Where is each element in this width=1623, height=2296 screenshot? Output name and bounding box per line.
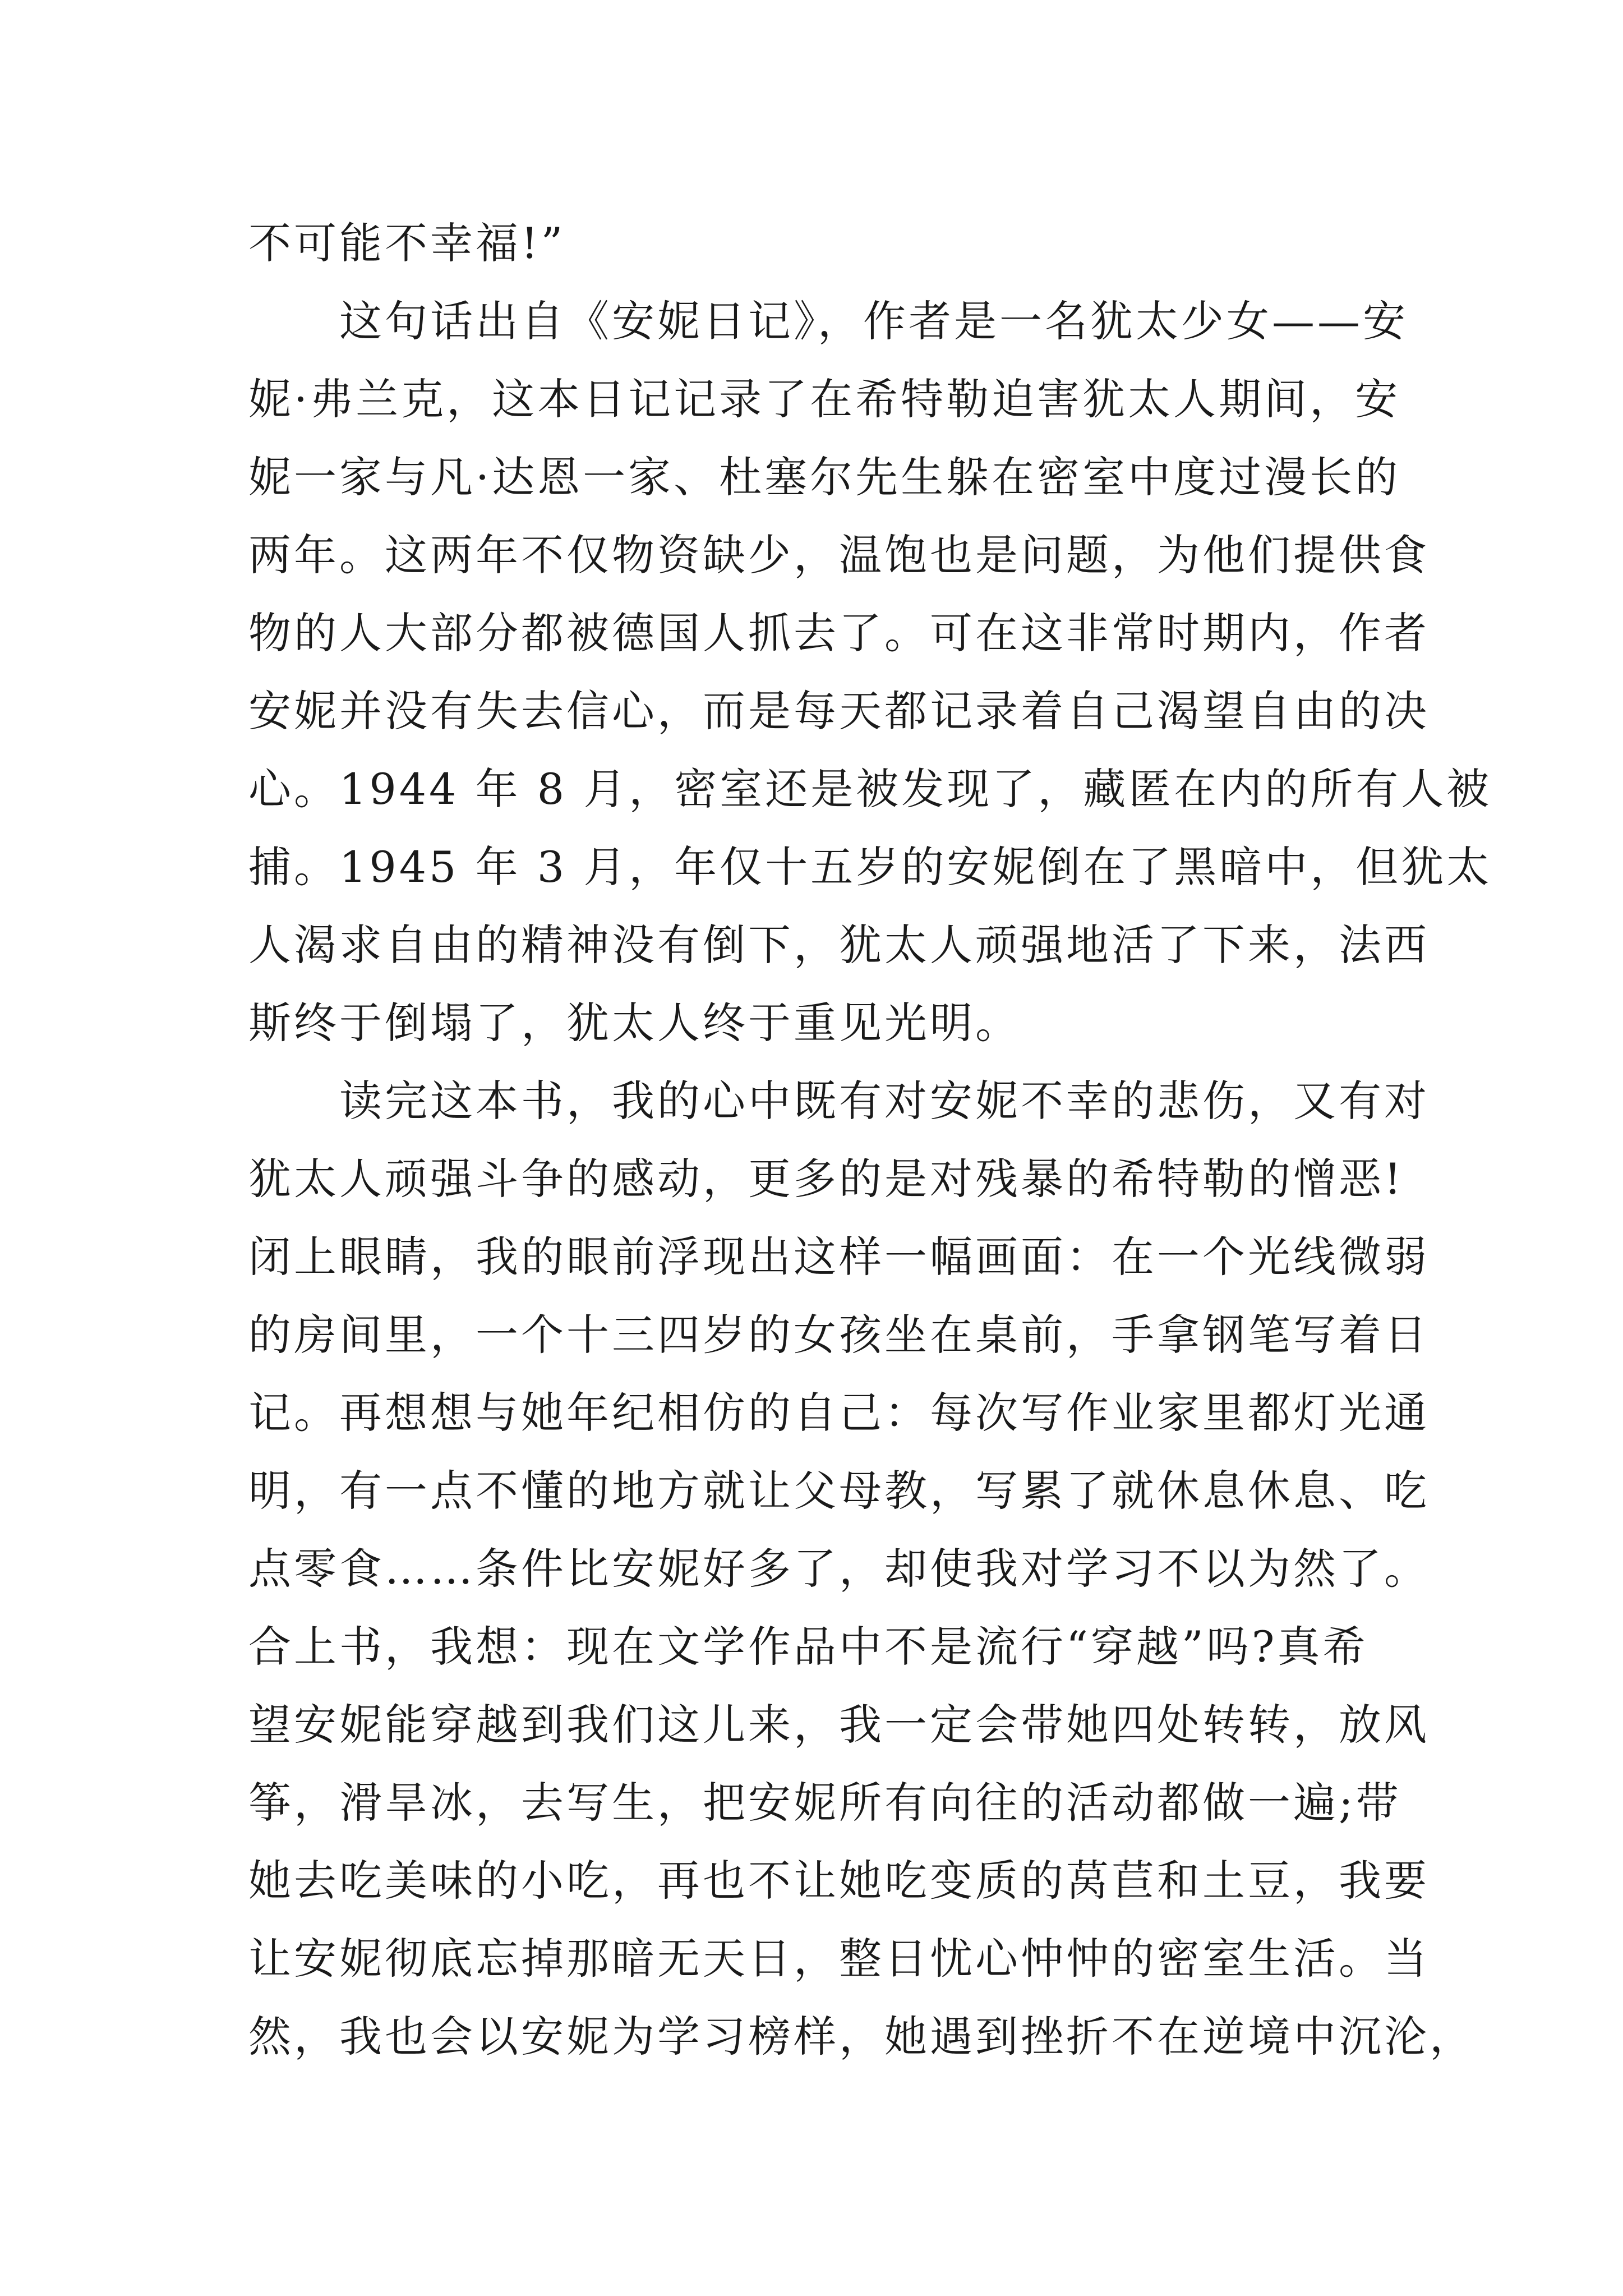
text-line: 心。1944 年 8 月，密室还是被发现了，藏匿在内的所有人被 [248, 764, 1492, 814]
text-line: 合上书，我想：现在文学作品中不是流行“穿越”吗?真希 [248, 1622, 1368, 1672]
text-line: 不可能不幸福!” [248, 218, 566, 268]
text-line: 斯终于倒塌了，犹太人终于重见光明。 [248, 998, 1021, 1048]
text-line: 望安妮能穿越到我们这儿来，我一定会带她四处转转，放风 [248, 1700, 1430, 1750]
text-line: 然，我也会以安妮为学习榜样，她遇到挫折不在逆境中沉沦， [248, 2012, 1475, 2062]
text-line: 妮·弗兰克，这本日记记录了在希特勒迫害犹太人期间，安 [248, 374, 1401, 424]
text-line: 明，有一点不懂的地方就让父母教，写累了就休息休息、吃 [248, 1466, 1430, 1516]
text-line: 读完这本书，我的心中既有对安妮不幸的悲伤，又有对 [248, 1076, 1430, 1126]
essay-body [248, 204, 1492, 2076]
text-line: 点零食……条件比安妮好多了，却使我对学习不以为然了。 [248, 1544, 1430, 1594]
text-line: 犹太人顽强斗争的感动，更多的是对残暴的希特勒的憎恶! [248, 1154, 1404, 1204]
text-line: 这句话出自《安妮日记》，作者是一名犹太少女——安 [248, 296, 1408, 346]
text-line: 两年。这两年不仅物资缺少，温饱也是问题，为他们提供食 [248, 530, 1430, 580]
text-line: 物的人大部分都被德国人抓去了。可在这非常时期内，作者 [248, 608, 1430, 658]
text-line: 的房间里，一个十三四岁的女孩坐在桌前，手拿钢笔写着日 [248, 1310, 1430, 1360]
text-line: 捕。1945 年 3 月，年仅十五岁的安妮倒在了黑暗中，但犹太 [248, 842, 1492, 892]
text-line: 筝，滑旱冰，去写生，把安妮所有向往的活动都做一遍;带 [248, 1778, 1401, 1828]
text-line: 让安妮彻底忘掉那暗无天日，整日忧心忡忡的密室生活。当 [248, 1934, 1430, 1984]
text-line: 记。再想想与她年纪相仿的自己：每次写作业家里都灯光通 [248, 1388, 1430, 1438]
text-line: 妮一家与凡·达恩一家、杜塞尔先生躲在密室中度过漫长的 [248, 452, 1401, 502]
text-line: 安妮并没有失去信心，而是每天都记录着自己渴望自由的决 [248, 686, 1430, 736]
text-line: 闭上眼睛，我的眼前浮现出这样一幅画面：在一个光线微弱 [248, 1232, 1430, 1282]
text-line: 她去吃美味的小吃，再也不让她吃变质的莴苣和土豆，我要 [248, 1856, 1430, 1906]
text-line: 人渴求自由的精神没有倒下，犹太人顽强地活了下来，法西 [248, 920, 1430, 970]
